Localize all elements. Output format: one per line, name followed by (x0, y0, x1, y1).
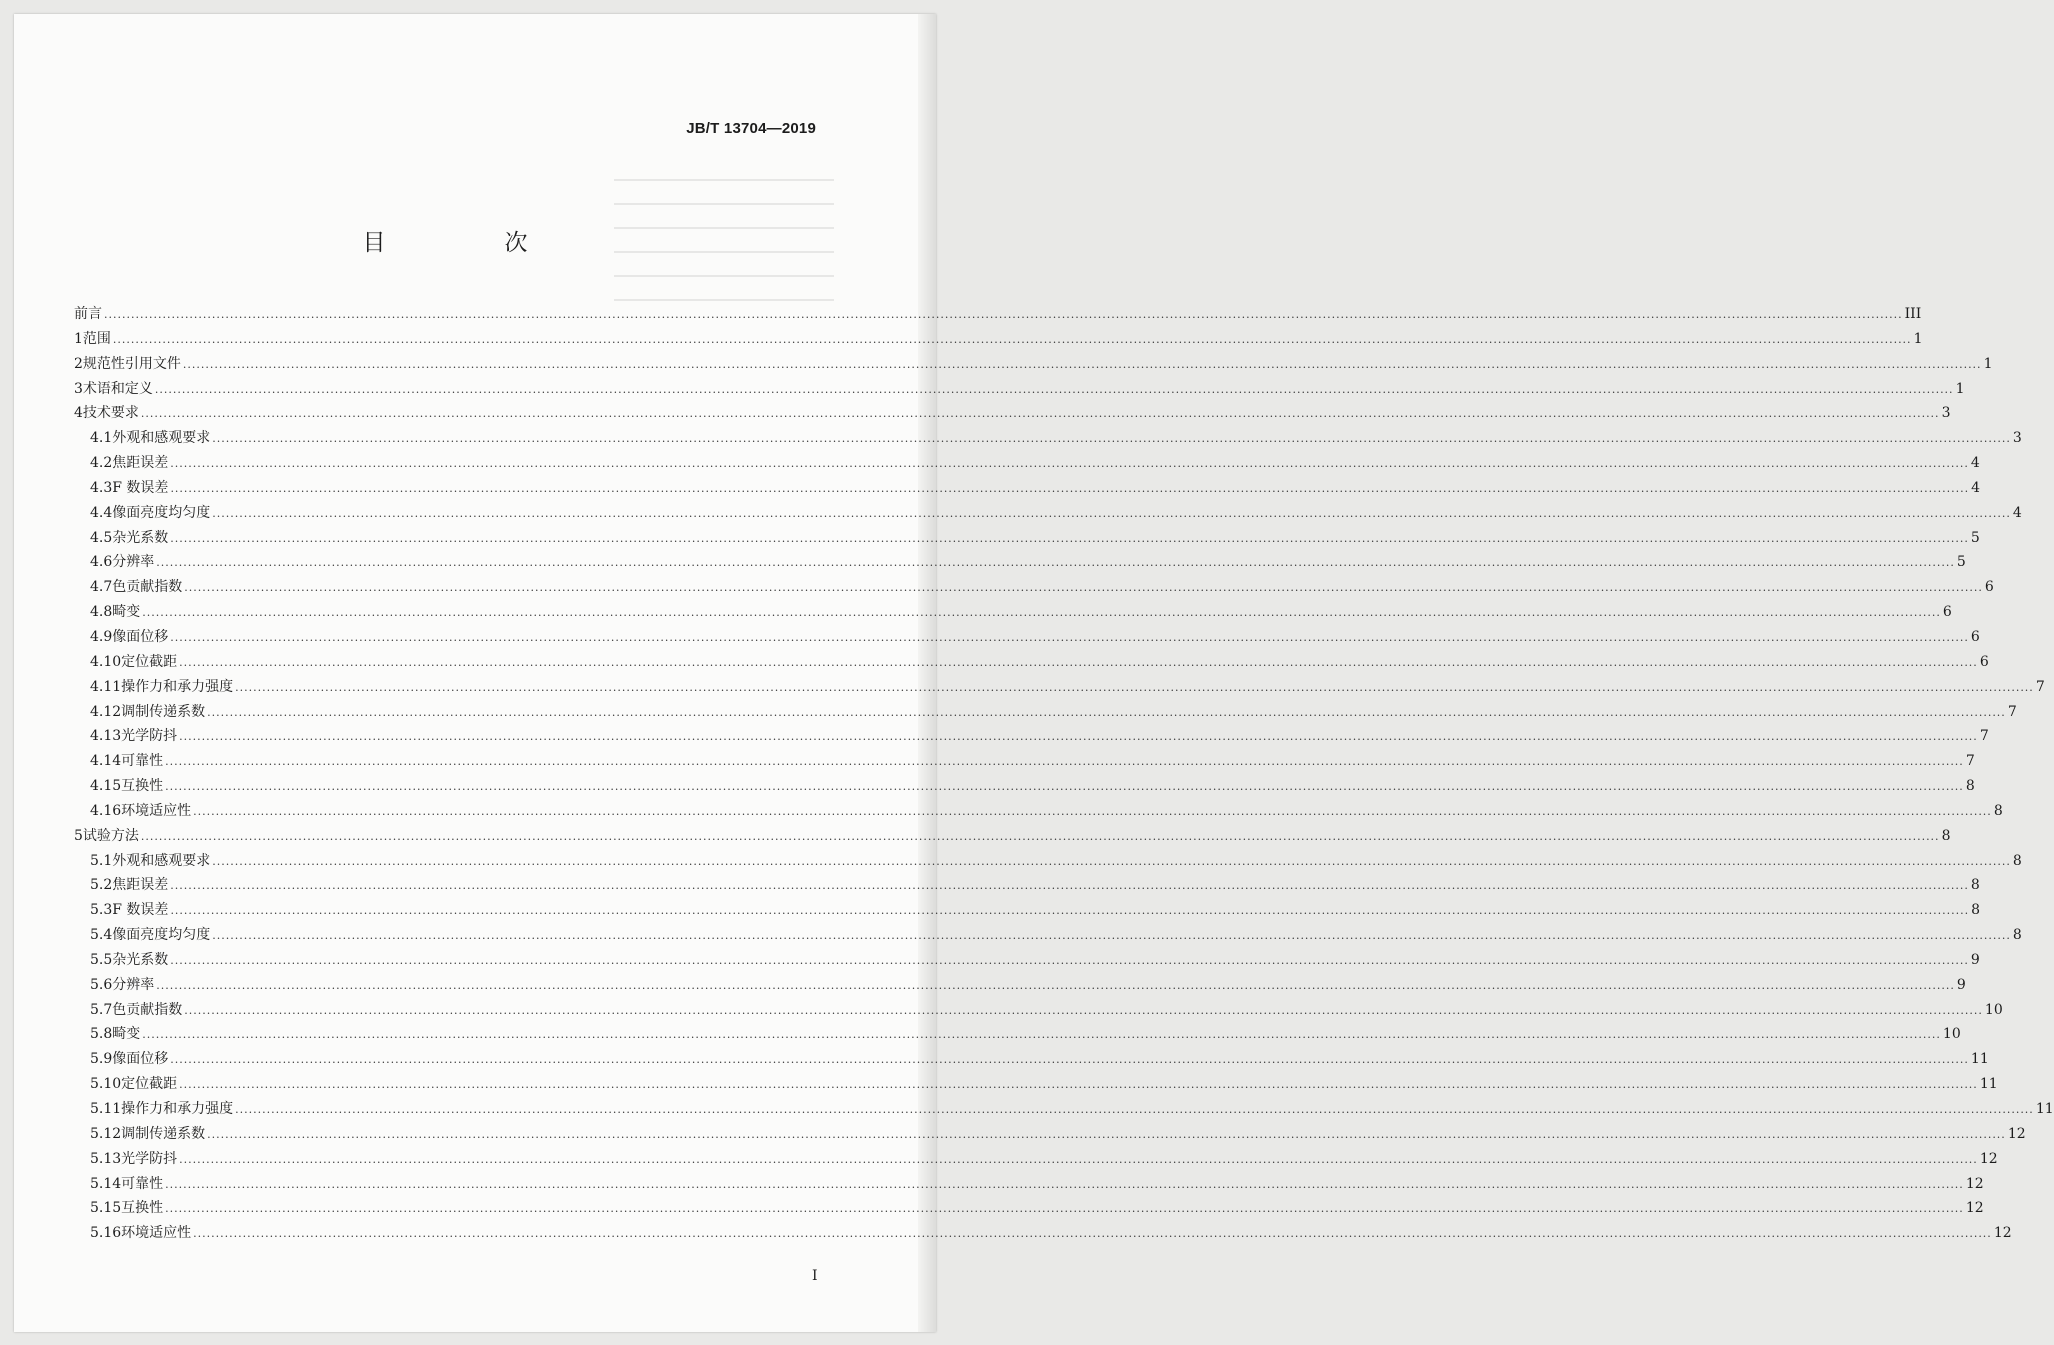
toc-entry-page: 6 (1984, 579, 1994, 596)
toc-dot-leader: ................................................................................................................................................................................................................................................................................................................................................................................................................ (193, 1227, 1992, 1241)
toc-entry-page: 11 (1979, 1076, 1998, 1093)
toc-entry-number: 4.13 (90, 728, 122, 745)
toc-entry-label: 分辨率 (112, 554, 155, 571)
toc-entry[interactable] (74, 675, 2045, 700)
toc-entry-number: 4.16 (90, 802, 122, 819)
toc-entry[interactable] (74, 550, 1966, 575)
toc-entry-number: 4.3 (90, 479, 113, 496)
toc-entry[interactable] (74, 998, 2003, 1023)
toc-entry-label: 外观和感观要求 (112, 852, 211, 869)
page-number: I (812, 1268, 818, 1284)
toc-entry-number: 5.14 (90, 1175, 122, 1192)
standard-code: JB/T 13704—2019 (686, 120, 816, 137)
toc-dot-leader: ................................................................................................................................................................................................................................................................................................................................................................................................................ (170, 531, 1969, 545)
toc-entry-page: 6 (1979, 653, 1989, 670)
toc-entry-page: 12 (1965, 1200, 1984, 1217)
toc-entry-page: 1 (1913, 330, 1923, 347)
toc-entry-label: 规范性引用文件 (82, 355, 181, 372)
toc-dot-leader: ................................................................................................................................................................................................................................................................................................................................................................................................................ (170, 879, 1969, 893)
toc-entry-label: 光学防抖 (121, 1150, 178, 1167)
toc-entry[interactable] (74, 302, 1922, 327)
toc-entry-page: 3 (2012, 430, 2022, 447)
toc-entry-number: 5.7 (90, 1001, 113, 1018)
toc-entry-label: 像面位移 (112, 1051, 169, 1068)
toc-entry-page: 8 (1965, 778, 1975, 795)
toc-entry-number: 5.11 (90, 1101, 122, 1117)
toc-entry-label: 环境适应性 (121, 1225, 192, 1242)
toc-entry-number: 4.12 (90, 703, 122, 720)
toc-entry-label: 术语和定义 (82, 380, 153, 397)
toc-entry[interactable] (74, 575, 1994, 600)
toc-entry-label: 试验方法 (82, 827, 139, 844)
toc-entry-label: 操作力和承力强度 (121, 1101, 234, 1117)
toc-dot-leader: ................................................................................................................................................................................................................................................................................................................................................................................................................ (179, 1152, 1978, 1166)
toc-entry-label: 范围 (82, 330, 111, 347)
toc-entry-number: 5 (74, 827, 83, 844)
toc-entry-page: 8 (1971, 902, 1980, 919)
toc-dot-leader: ................................................................................................................................................................................................................................................................................................................................................................................................................ (170, 953, 1969, 967)
toc-entry-number: 5.2 (90, 877, 113, 894)
toc-entry-number: 4.4 (90, 504, 113, 521)
toc-entry-number: 3 (74, 380, 83, 397)
toc-dot-leader: ................................................................................................................................................................................................................................................................................................................................................................................................................ (212, 432, 2011, 446)
toc-entry-label: 色贡献指数 (112, 579, 183, 596)
toc-entry[interactable] (74, 973, 1966, 998)
toc-entry-page: 8 (2012, 852, 2022, 869)
toc-entry-page: 10 (1942, 1026, 1961, 1043)
toc-entry-label: 外观和感观要求 (112, 430, 211, 447)
toc-entry[interactable] (74, 724, 1989, 749)
toc-entry-page: 7 (2007, 703, 2017, 720)
toc-dot-leader: ................................................................................................................................................................................................................................................................................................................................................................................................................ (170, 457, 1969, 471)
toc-entry-page: III (1904, 306, 1922, 322)
toc-entry-page: 12 (1979, 1150, 1998, 1167)
toc-entry[interactable] (74, 824, 1951, 849)
toc-entry-page: 11 (2035, 1101, 2054, 1117)
toc-entry[interactable] (74, 1196, 1984, 1221)
toc-entry[interactable] (74, 1072, 1998, 1097)
toc-entry-label: 互换性 (121, 1200, 164, 1217)
toc-entry-page: 1 (1955, 380, 1965, 397)
toc-entry-label: 调制传递系数 (121, 1125, 206, 1142)
toc-entry-page: 7 (1979, 728, 1989, 745)
toc-entry-label: 像面位移 (112, 628, 169, 645)
toc-entry-page: 5 (1970, 529, 1980, 546)
toc-entry-number: 5.16 (90, 1225, 122, 1242)
toc-dot-leader: ................................................................................................................................................................................................................................................................................................................................................................................................................ (212, 506, 2011, 520)
toc-entry-label: 杂光系数 (112, 951, 169, 968)
toc-entry-page: 9 (1970, 951, 1980, 968)
toc-entry-number: 4.2 (90, 455, 113, 472)
toc-dot-leader: ................................................................................................................................................................................................................................................................................................................................................................................................................ (170, 1053, 1969, 1067)
toc-dot-leader: ................................................................................................................................................................................................................................................................................................................................................................................................................ (179, 730, 1978, 744)
toc-entry-number: 5.6 (90, 976, 113, 993)
toc-entry-label: 畸变 (112, 1026, 141, 1043)
toc-entry-page: 7 (1965, 753, 1975, 770)
toc-entry[interactable] (74, 1047, 1989, 1072)
toc-entry-number: 5.5 (90, 951, 113, 968)
toc-entry[interactable] (74, 401, 1951, 426)
toc-entry-number: 4.11 (90, 678, 122, 695)
toc-entry-number: 4.8 (90, 604, 113, 621)
toc-entry-label: 技术要求 (82, 405, 139, 422)
toc-entry-label: 调制传递系数 (121, 703, 206, 720)
toc-entry-page: 5 (1956, 554, 1966, 571)
toc-entry-label: 操作力和承力强度 (121, 678, 234, 695)
toc-dot-leader: ................................................................................................................................................................................................................................................................................................................................................................................................................ (104, 308, 1903, 321)
toc-entry-number: 5.15 (90, 1200, 122, 1217)
toc-dot-leader: ................................................................................................................................................................................................................................................................................................................................................................................................................ (235, 680, 2034, 694)
toc-entry-label: 可靠性 (121, 1175, 164, 1192)
toc-dot-leader: ................................................................................................................................................................................................................................................................................................................................................................................................................ (165, 1202, 1964, 1216)
toc-entry[interactable] (74, 749, 1975, 774)
toc-dot-leader: ................................................................................................................................................................................................................................................................................................................................................................................................................ (112, 332, 1912, 346)
toc-entry[interactable] (74, 1221, 2012, 1246)
toc-dot-leader: ................................................................................................................................................................................................................................................................................................................................................................................................................ (179, 1078, 1978, 1092)
toc-entry[interactable] (74, 1097, 2054, 1122)
toc-entry-number: 5.4 (90, 927, 113, 944)
toc-dot-leader: ................................................................................................................................................................................................................................................................................................................................................................................................................ (142, 606, 1941, 620)
toc-entry-page: 10 (1984, 1001, 2003, 1018)
toc-entry-page: 4 (2012, 504, 2022, 521)
toc-entry-number: 5.1 (90, 852, 113, 869)
toc-entry-page: 11 (1970, 1051, 1989, 1068)
toc-entry[interactable] (74, 600, 1952, 625)
toc-dot-leader: ................................................................................................................................................................................................................................................................................................................................................................................................................ (170, 904, 1970, 918)
toc-entry[interactable] (74, 923, 2022, 948)
toc-entry-page: 12 (2007, 1125, 2026, 1142)
toc-entry-label: 焦距误差 (112, 455, 169, 472)
toc-entry[interactable] (74, 1147, 1998, 1172)
toc-dot-leader: ................................................................................................................................................................................................................................................................................................................................................................................................................ (170, 481, 1970, 495)
toc-entry[interactable] (74, 327, 1923, 352)
toc-entry-number: 5.10 (90, 1076, 122, 1093)
toc-entry-number: 4.10 (90, 653, 122, 670)
toc-dot-leader: ................................................................................................................................................................................................................................................................................................................................................................................................................ (212, 929, 2011, 943)
toc-dot-leader: ................................................................................................................................................................................................................................................................................................................................................................................................................ (156, 978, 1955, 992)
toc-entry-label: F 数误差 (112, 479, 169, 496)
toc-entry[interactable] (74, 873, 1980, 898)
toc-entry-number: 5.13 (90, 1150, 122, 1167)
toc-dot-leader: ................................................................................................................................................................................................................................................................................................................................................................................................................ (156, 556, 1955, 570)
toc-entry[interactable] (74, 377, 1965, 402)
toc-entry[interactable] (74, 700, 2017, 725)
toc-entry[interactable] (74, 774, 1975, 799)
toc-entry[interactable] (74, 1172, 1984, 1197)
toc-entry[interactable] (74, 352, 1993, 377)
toc-entry-label: 可靠性 (121, 753, 164, 770)
toc-entry-page: 9 (1956, 976, 1966, 993)
toc-entry-page: 1 (1983, 355, 1993, 372)
toc-dot-leader: ................................................................................................................................................................................................................................................................................................................................................................................................................ (170, 630, 1969, 644)
toc-entry-number: 4.14 (90, 753, 122, 770)
toc-dot-leader: ................................................................................................................................................................................................................................................................................................................................................................................................................ (179, 655, 1978, 669)
toc-entry-number: 5.12 (90, 1125, 122, 1142)
toc-entry[interactable] (74, 451, 1980, 476)
toc-entry-page: 12 (1993, 1225, 2012, 1242)
toc-entry-number: 4.9 (90, 628, 113, 645)
toc-entry-label: F 数误差 (112, 902, 169, 919)
toc-entry-number: 2 (74, 355, 83, 372)
toc-dot-leader: ................................................................................................................................................................................................................................................................................................................................................................................................................ (140, 407, 1940, 421)
toc-dot-leader: ................................................................................................................................................................................................................................................................................................................................................................................................................ (142, 1028, 1941, 1042)
toc-entry[interactable] (74, 501, 2022, 526)
toc-dot-leader: ................................................................................................................................................................................................................................................................................................................................................................................................................ (182, 357, 1982, 371)
toc-entry-page: 6 (1942, 604, 1952, 621)
toc-entry-number: 5.3 (90, 902, 113, 919)
toc-title: 目 次 (362, 230, 576, 256)
toc-dot-leader: ................................................................................................................................................................................................................................................................................................................................................................................................................ (212, 854, 2011, 868)
toc-entry-page: 6 (1970, 628, 1980, 645)
toc-entry[interactable] (74, 1022, 1961, 1047)
toc-entry[interactable] (74, 898, 1980, 923)
toc-entry-label: 定位截距 (121, 653, 178, 670)
toc-entry-label: 像面亮度均匀度 (112, 504, 211, 521)
toc-entry-number: 5.8 (90, 1026, 113, 1043)
toc-entry-label: 光学防抖 (121, 728, 178, 745)
toc-dot-leader: ................................................................................................................................................................................................................................................................................................................................................................................................................ (165, 1177, 1964, 1191)
toc-entry-number: 1 (74, 330, 83, 347)
toc-dot-leader: ................................................................................................................................................................................................................................................................................................................................................................................................................ (184, 581, 1983, 595)
toc-entry-label: 分辨率 (112, 976, 155, 993)
toc-entry[interactable] (74, 948, 1980, 973)
toc-dot-leader: ................................................................................................................................................................................................................................................................................................................................................................................................................ (184, 1003, 1983, 1017)
toc-entry-number: 4.6 (90, 554, 113, 571)
toc-entry-page: 4 (1970, 455, 1980, 472)
toc-entry-label: 互换性 (121, 778, 164, 795)
toc-entry-page: 8 (1970, 877, 1980, 894)
toc-entry-label: 前言 (74, 306, 102, 322)
toc-dot-leader: ................................................................................................................................................................................................................................................................................................................................................................................................................ (193, 804, 1992, 818)
toc-dot-leader: ................................................................................................................................................................................................................................................................................................................................................................................................................ (165, 780, 1964, 794)
toc-entry-page: 8 (1941, 827, 1951, 844)
table-of-contents (74, 302, 2054, 1246)
toc-dot-leader: ................................................................................................................................................................................................................................................................................................................................................................................................................ (235, 1103, 2034, 1116)
toc-dot-leader: ................................................................................................................................................................................................................................................................................................................................................................................................................ (154, 382, 1954, 396)
toc-entry[interactable] (74, 526, 1980, 551)
toc-entry-label: 定位截距 (121, 1076, 178, 1093)
toc-entry-page: 7 (2035, 678, 2045, 695)
toc-entry-page: 12 (1965, 1175, 1984, 1192)
toc-entry[interactable] (74, 625, 1980, 650)
toc-entry[interactable] (74, 476, 1980, 501)
toc-entry-label: 环境适应性 (121, 802, 192, 819)
toc-dot-leader: ................................................................................................................................................................................................................................................................................................................................................................................................................ (165, 755, 1964, 769)
toc-entry[interactable] (74, 650, 1989, 675)
toc-entry-number: 4.15 (90, 778, 122, 795)
toc-entry-page: 8 (2012, 927, 2022, 944)
toc-entry-number: 4 (74, 405, 83, 422)
toc-entry-page: 8 (1993, 802, 2003, 819)
toc-entry-label: 焦距误差 (112, 877, 169, 894)
toc-dot-leader: ................................................................................................................................................................................................................................................................................................................................................................................................................ (207, 705, 2006, 719)
toc-entry[interactable] (74, 426, 2022, 451)
toc-entry-page: 4 (1971, 479, 1980, 496)
toc-entry-label: 畸变 (112, 604, 141, 621)
toc-entry-number: 5.9 (90, 1051, 113, 1068)
toc-entry[interactable] (74, 1122, 2026, 1147)
toc-entry-number: 4.7 (90, 579, 113, 596)
toc-entry-label: 像面亮度均匀度 (112, 927, 211, 944)
toc-entry-number: 4.1 (90, 430, 113, 447)
toc-entry[interactable] (74, 849, 2022, 874)
toc-entry-page: 3 (1941, 405, 1951, 422)
toc-entry-label: 色贡献指数 (112, 1001, 183, 1018)
toc-entry[interactable] (74, 799, 2003, 824)
toc-dot-leader: ................................................................................................................................................................................................................................................................................................................................................................................................................ (140, 829, 1940, 843)
toc-dot-leader: ................................................................................................................................................................................................................................................................................................................................................................................................................ (207, 1127, 2006, 1141)
toc-entry-number: 4.5 (90, 529, 113, 546)
toc-entry-label: 杂光系数 (112, 529, 169, 546)
